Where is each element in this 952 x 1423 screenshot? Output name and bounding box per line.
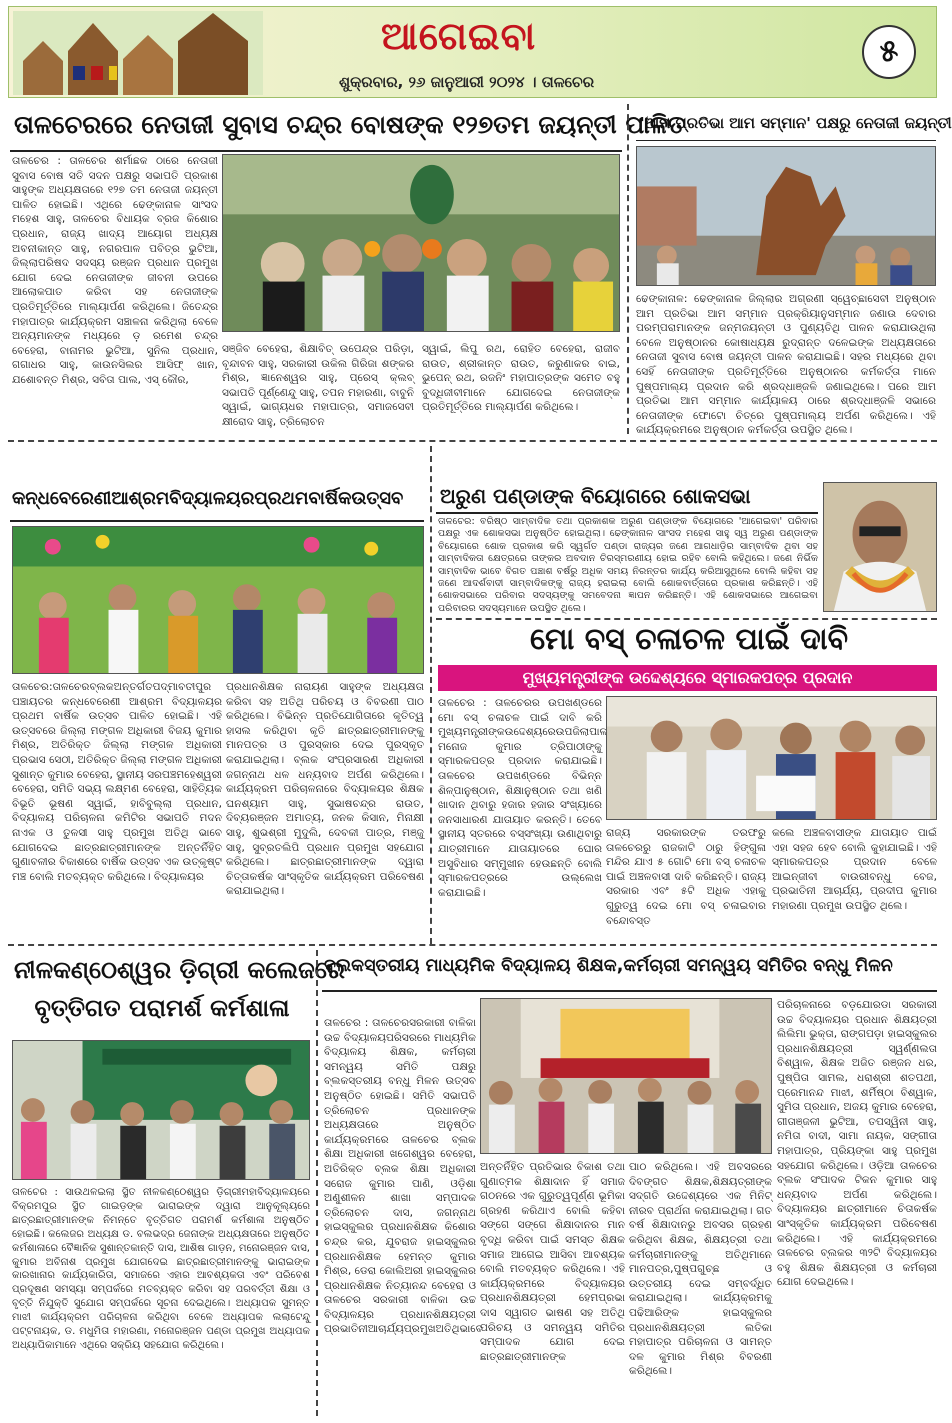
photo-teachers-meet	[480, 998, 772, 1154]
photo-netaji-statue	[636, 146, 936, 286]
photo-career-workshop	[12, 1040, 310, 1180]
netaji-col2: ସଞ୍ଜିବ ବେହେରା, ଶିକ୍ଷାବିତ୍ ଉପେନ୍ଦ୍ର ପରିଡ଼ା, ବୃନ୍ଦାବନ ସାହୁ, ସରକାରୀ ଉକିଲ ଗିରିଜା ଶଙ୍କର ମିଶ୍ର, ଜ୍ଞାନେଶ୍ୱର ସାହୁ, ପ୍ରେସ୍ କ୍ଲବ୍ ସଭାପତି ପୂର୍ଣ୍ଣେନ୍ଦୁ ସାହୁ, ତପନ ମହାରଣା, ବାବୁନି ସ୍ୱାଇଁ, ଭାଗ୍ୟଧର ମହାପାତ୍ର, ସମାଜସେବୀ କ୍ଷୀରୋଦ ସାହୁ, ତ୍ରିଲୋଚନ	[222, 343, 414, 428]
temple-illustration	[13, 11, 263, 95]
mo-bus-col1: ତାଳଚେର : ତାଳଚେରର ଉପଖଣ୍ଡରେ ମୋ ବସ୍ ଚଳାଚଳ ପାଇଁ ଦାବି କରି ମୁଖ୍ୟମନ୍ତ୍ରୀଙ୍କଉଦ୍ଦେଶ୍ୟରେଉପଜିଲାପାଳ ମନୋଜ କୁମାର ତ୍ରିପାଠୀଙ୍କୁ ସ୍ମାରକପତ୍ର ପ୍ରଦାନ କରାଯାଇଛି। ତାଳଚେର ଉପଖଣ୍ଡରେ ବିଭିନ୍ନ ଶିଳ୍ପାନୁଷ୍ଠାନ, ଶିକ୍ଷାନୁଷ୍ଠାନ ତଥା ଖଣି ଖାଦାନ ଥିବାରୁ ହଜାର ହଜାର ସଂଖ୍ୟାରେ ଜନସାଧାରଣ ଯାତାୟାତ କରନ୍ତି। ତେବେ ସ୍ଥାନୀୟ ସ୍ତରରେ ବସ୍ସଂଖ୍ୟା ଉଣାଥିବାରୁ ଯାତ୍ରୀମାନେ ଯାତାୟାତରେ ଘୋର ଅସୁବିଧାର ସମ୍ମୁଖୀନ ହେଉଛନ୍ତି ବୋଲି ସ୍ମାରକପତ୍ରରେ ଉଲ୍ଲେଖ କରାଯାଇଛି।	[438, 697, 608, 899]
column-divider	[627, 104, 629, 434]
kandabereni-col2: ପ୍ରଧାନଶିକ୍ଷକ ନାରାୟଣ ସାହୁଙ୍କ ଅଧ୍ୟକ୍ଷତା କରିବା ସହ ଅତିଥି ପରିଚୟ ଓ ବିବରଣୀ ପାଠ କରିଥିଲେ। ବିଭିନ୍ନ ପ୍ରତିଯୋଗିତାରେ କୃତିତ୍ୱ ହାସଲ କରିଥିବା କୃତି ଛାତ୍ରଛାତ୍ରୀମାନଙ୍କୁ ମାନପତ୍ର ଓ ପୁରସ୍କାର ଦେଇ ପୁରସ୍କୃତ କରାଯାଇଥିଲା। ବ୍ଲକ ସଂପ୍ରସାରଣ ଅଧିକାରୀ ଜଗନ୍ନାଥ ଧଳ ଧନ୍ୟବାଦ ଅର୍ପଣ କରିଥିଲେ। କାର୍ଯ୍ୟକ୍ରମ ପରିଚାଳନାରେ ବିଦ୍ୟାଳୟର ଶିକ୍ଷକ ଘନଶ୍ୟାମ ସାହୁ, ସୁଭାଷଚନ୍ଦ୍ର ରାଉତ, ଦିବ୍ୟରଞ୍ଜନ ଅମାତ୍ୟ, ଜନକ କିସାନ, ମିନାକ୍ଷୀ ସାହୁ, ଶୁଭଶ୍ରୀ ମୁଦୁଲି, ଦେବକୀ ପାତ୍ର, ମଞ୍ଜୁ ସାହୁ, ସୁବ୍ରତଲିପି ପ୍ରଧାନ ପ୍ରମୁଖ ସହଯୋଗ କରିଥିଲେ। ଛାତ୍ରଛାତ୍ରୀମାନଙ୍କ ଦ୍ୱାରା ଚିତ୍ତାକର୍ଷକ ସାଂସ୍କୃତିକ କାର୍ଯ୍ୟକ୍ରମ ପରିବେଷଣ କରାଯାଇଥିଲା।	[226, 681, 424, 898]
headline-nilakantheswar-line2: ବୃତ୍ତିଗତ ପରାମର୍ଶ କର୍ମଶାଳା	[34, 994, 290, 1022]
netaji-col3: ସ୍ୱାଇଁ, ଲିପୁ ରଥ, ରୋହିତ ବେହେରା, ରାଜୀବ ରାଉତ, ଶ୍ରୀକାନ୍ତ ରାଉତ, କରୁଣାକର ବାଇ, ଭୁପେନ୍ ରଥ, ରଜନିଂ ମହାପାତ୍ରଙ୍କ ସମେତ ବହୁ ବୁଦ୍ଧିଜୀବୀମାନେ ଯୋଗଦେଇ ନେତାଜୀଙ୍କ ପ୍ରତିମୂର୍ତ୍ତିରେ ମାଲ୍ୟାର୍ପଣ କରିଥିଲେ।	[422, 343, 620, 414]
divider	[10, 520, 424, 522]
column-divider	[430, 446, 432, 944]
photo-annual-function	[12, 526, 424, 674]
headline-amapratibha: 'ଆମ ପ୍ରତିଭା ଆମ ସମ୍ମାନ' ପକ୍ଷରୁ ନେତାଜୀ ଜୟନ୍ତୀ	[640, 114, 952, 132]
arun-panda-body: ତାଳଚେର: ବରିଷ୍ଠ ସାମ୍ବାଦିକ ତଥା ପ୍ରକାଶକ ଅରୁଣ ପଣ୍ଡାଙ୍କ ବିୟୋଗରେ 'ଆଗେଇବା' ପରିବାର ପକ୍ଷରୁ ଏକ ଶୋକସଭା ଅନୁଷ୍ଠିତ ହୋଇଥିଲା। ଢେଙ୍କାନାଳ ସାଂସଦ ମହେଶ ସାହୁ ସ୍ୱ ଅରୁଣ ପଣ୍ଡାଙ୍କ ବିୟୋଗରେ ଶୋକ ପ୍ରକାଶ କରି ସ୍ୱର୍ଗତ ପଣ୍ଡା ରାଜ୍ୟର ଜଣେ ଆଗଧାଡ଼ିର ସାମ୍ବାଦିକ ଥିବା ସହ ସାମ୍ବାଦିକତା କ୍ଷେତ୍ରରେ ତାଙ୍କର ଅବଦାନ ଚିରସ୍ମରଣୀୟ ହୋଇ ରହିବ ବୋଲି କହିଥିଲେ। ଜଣେ ନିର୍ଭିକ ସାମ୍ବାଦିକ ଭାବେ ବିଗତ ପଞ୍ଚାଶ ବର୍ଷରୁ ଅଧିକ ସମୟ ନିରନ୍ତର କାର୍ଯ୍ୟ କରିଆସୁଥିଲେ ବୋଲି କହିବା ସହ ଜଣେ ଆଦର୍ଶବାଦୀ ସାମ୍ବାଦିକଙ୍କୁ ରାଜ୍ୟ ହରାଇଲା ବୋଲି ଶୋକବାର୍ତ୍ତାରେ ପ୍ରକାଶ କରିଛନ୍ତି। ଏହି ଶୋକସଭାରେ ପରିବାର ସଦସ୍ୟଙ୍କୁ ସମବେଦନା ଜ୍ଞାପନ କରିଛନ୍ତି। ଏହି ଶୋକସଭାରେ ଆଗେଇବା ପରିବାରର ସଦସ୍ୟମାନେ ଉପସ୍ଥିତ ଥିଲେ।	[438, 516, 818, 614]
block-teachers-col4: ପରିଚାଳନାରେ ବଡ଼ଯୋରଡା ସରକାରୀ ଉଚ୍ଚ ବିଦ୍ୟାଳୟର ପ୍ରଧାନ ଶିକ୍ଷୟତ୍ରୀ ଲିଲିମା ଭୁକ୍ତା, ରାଙ୍ଗପଡ଼ା ହାଇସ୍କୁଲର ପ୍ରଧାନଶିକ୍ଷୟତ୍ରୀ ସ୍ୱର୍ଣ୍ଣଲତା ବିଶ୍ୱାଳ, ଶିକ୍ଷକ ଅଜିତ ରଞ୍ଜନ ଧର, ପୁଷ୍ପିତା ସାମଲ, ଧରାଶ୍ରୀ ଶତପଥୀ, ପ୍ରେମାନନ୍ଦ ମାଝୀ, ଶର୍ମିଷ୍ଠା ବିଶ୍ୱାଳ, ସୁମିତା ପ୍ରଧାନ, ଅଜୟ କୁମାର ବେହେରା, ଗୀତାଞ୍ଜଳୀ ଭୁଟିଆ, ତପସ୍ୱିନୀ ସାହୁ, ନମିତା ବାଦୀ, ସାମା ନାୟକ, ସଙ୍ଗୀତା ମହାପାତ୍ର, ପ୍ରିୟଙ୍କା ସାହୁ ପ୍ରମୁଖ ସହଯୋଗ କରିଥିଲେ। ଓଡ଼ିଆ ତାଳଚେର ବ୍ଲକ ସଂପାଦକ ଟିକନ କୁମାର ସାହୁ ଧନ୍ୟବାଦ ଅର୍ପଣ କରିଥିଲେ। ବିଦ୍ୟାଳୟର ଛାତ୍ରୀମାନେ ଚିତାକର୍ଷକ ସାଂସ୍କୃତିକ କାର୍ଯ୍ୟକ୍ରମ ପରିବେଷଣ କରିଥିଲେ। ଏହି କାର୍ଯ୍ୟକ୍ରମରେ ତାଳଚେର ବ୍ଲକର ୩୨ଟି ବିଦ୍ୟାଳୟର ବହୁ ଶିକ୍ଷକ ଶିକ୍ଷୟତ୍ରୀ ଓ କର୍ମଚାରୀ ଯୋଗ ଦେଇଥିଲେ।	[777, 999, 937, 1289]
photo-arun-panda-portrait	[823, 482, 937, 612]
photo-netaji-garlanding	[222, 154, 620, 332]
divider	[322, 990, 937, 992]
block-teachers-col3: ପାଠ କରିଥିଲେ। ଏହି ଅବସରରେ ଦିବଙ୍ଗତ ଶିକ୍ଷକ,ଶିକ୍ଷୟତ୍ରୀଙ୍କ ସଦ୍ଗତି ଉଦ୍ଦେଶ୍ୟରେ ଏକ ମିନିଟ୍ ନୀରବ ପ୍ରାର୍ଥନା କରାଯାଇଥିଲା। ଗତ ବର୍ଷ ଶିକ୍ଷାଦାନରୁ ଅବସର ଗ୍ରହଣ କରିଥିବା ଶିକ୍ଷକ, ଶିକ୍ଷୟତ୍ରୀ ତଥା କର୍ମଚାରୀମାନଙ୍କୁ ଅତିଥିମାନେ ମାନପତ୍ର,ପୁଷ୍ପଗୁଚ୍ଛ ଓ ଉତ୍ତରୀୟ ଦେଇ ସମ୍ବର୍ଦ୍ଧିତ କରାଯାଇଥିଲା। କାର୍ଯ୍ୟକ୍ରମକୁ ପଢିଆରିଙ୍କ ହାଇସ୍କୁଲର ପ୍ରଧାନଶିକ୍ଷୟତ୍ରୀ ଲତିକା ମହାପାତ୍ର ପରିଚାଳନା ଓ ସାମନ୍ତ ଦଳ କୁମାର ମିଶ୍ର ବିବରଣୀ କରିଥିଲେ।	[629, 1161, 772, 1378]
kandabereni-col1: ତାଳଚେର:ତାଳଚେରବ୍ଲକଅନ୍ତର୍ଗତପଦ୍ମାବତୀପୁର ପଞ୍ଚାୟତର କନ୍ଧବେରେଣୀ ଆଶ୍ରମ ବିଦ୍ୟାଳୟର ପ୍ରଥମ ବାର୍ଷିକ ଉତ୍ସବ ପାଳିତ ହୋଇଛି। ଏହି ଉତ୍ସବରେ ଜିଲ୍ଲା ମଙ୍ଗଳ ଅଧିକାରୀ ବିଜୟ କୁମାର ମିଶ୍ର, ଅତିରିକ୍ତ ଜିଲ୍ଲା ମଙ୍ଗଳ ଅଧିକାରୀ ପ୍ରଭାସ ସେଠୀ, ଅତିରିକ୍ତ ଜିଲ୍ଲା ମଙ୍ଗଳ ଅଧିକାରୀ ସୁଶାନ୍ତ କୁମାର ବେହେରା, ସ୍ଥାନୀୟ ସରପଞ୍ଚମହେଶ୍ୱରୀ ବେହେରା, ସମିତି ସଭ୍ୟ ଲକ୍ଷ୍ମଣ ବେହେରା, ସାହିତ୍ୟିକ ବିଭୂତି ଭୂଷଣ ସ୍ୱାଇଁ, ହାବିବୁଲ୍ଲା ପ୍ରଧାନ, ବିଦ୍ୟାଳୟ ପରିଚାଳନା କମିଟିର ସଭାପତି ମଦନ ନାଏକ ଓ ତୁଳସୀ ସାହୁ ପ୍ରମୁଖ ଅତିଥି ଭାବେ ଯୋଗଦେଇ ଛାତ୍ରଛାତ୍ରୀମାନଙ୍କ ଅନ୍ତର୍ନିହିତ ଗୁଣାବଳୀର ବିକାଶରେ ବାର୍ଷିକ ଉତ୍ସବ ଏକ ଉତ୍କୃଷ୍ଟ ମଞ୍ଚ ବୋଲି ମତବ୍ୟକ୍ତ କରିଥିଲେ। ବିଦ୍ୟାଳୟର	[12, 681, 222, 883]
mo-bus-banner: ମୁଖ୍ୟମନ୍ତ୍ରୀଙ୍କ ଉଦ୍ଦେଶ୍ୟରେ ସ୍ମାରକପତ୍ର ପ୍ରଦାନ	[438, 665, 937, 691]
photo-memorandum-submission	[606, 696, 937, 820]
headline-nilakantheswar-line1: ନୀଳକଣ୍ଠେଶ୍ୱର ଡ଼ିଗ୍ରୀ କଲେଜରେ	[14, 956, 345, 984]
nilakantheswar-body: ତାଳଚେର : ସାଉଥଳଇଲା ସ୍ଥିତ ନୀଳକଣ୍ଠେଶ୍ୱର ଡ଼ିଗ୍ରୀମହାବିଦ୍ୟାଳୟରେ ବିକ୍ରମପୁର ସ୍ଥିତ ଗାଇଡ଼ଙ୍କ ଭାରାଇଙ୍କ ଦ୍ୱାରା ଆନୁକୂଲ୍ୟରେ ଛାତ୍ରଛାତ୍ରୀମାନଙ୍କ ନିମନ୍ତେ ବୃତ୍ତିଗତ ପରାମର୍ଶ କର୍ମଶାଳା ଅନୁଷ୍ଠିତ ହୋଇଛି। କଲେଜର ଅଧ୍ୟକ୍ଷ ଡ. ବଲଭଦ୍ର ଜେନାଙ୍କ ଅଧ୍ୟକ୍ଷତାରେ ଅନୁଷ୍ଠିତ କର୍ମଶାଳାରେ ବୈଜ୍ଞାନିକ ସୁଶାନ୍ତକାନ୍ତି ଦାସ, ଆଶିଷ ଗାଡ଼ନ, ମନୋରଞ୍ଜନ ଦାସ, କୁମାର ଅବିନାଶ ପ୍ରମୁଖ ଯୋଗଦେଇ ଛାତ୍ରଛାତ୍ରୀମାନଙ୍କୁ ଭାରାଇଙ୍କ କାରଖାନାର କାର୍ଯ୍ୟକାରିତା, ସମାଜରେ ଏହାର ଆବଶ୍ୟକତା ଏବଂ ପରିବେଶ ପ୍ରଦୂଷଣ ସମସ୍ୟା ସମ୍ପର୍କରେ ମତବ୍ୟକ୍ତ କରିବା ସହ ପରବର୍ତ୍ତୀ ଶିକ୍ଷା ଓ ବୃତ୍ତି ନିଯୁକ୍ତି ସୁଯୋଗ ସମ୍ପର୍କରେ ସୂଚନା ଦେଇଥିଲେ। ଅଧ୍ୟାପକ ସୁମନ୍ତ ମାଝୀ କାର୍ଯ୍ୟକ୍ରମ ପରିଚାଳନା କରିଥିବା ବେଳେ ଅଧ୍ୟାପକ ଲଲାଟେନ୍ଦୁ ପଟ୍ଟନାୟକ, ଡ. ମଧୁମିତା ମହାରଣା, ମନୋରଞ୍ଜନ ପଣ୍ଡା ପ୍ରମୁଖ ଅଧ୍ୟାପକ ଅଧ୍ୟାପିକାମାନେ ଏଥିରେ ସକ୍ରିୟ ସହଯୋଗ କରିଥିଲେ।	[12, 1187, 310, 1351]
masthead	[8, 6, 937, 98]
newspaper-logo: ଆଗେଇବା	[381, 13, 537, 58]
block-teachers-col2: ଅନ୍ତର୍ନିହିତ ପ୍ରତିଭାର ବିକାଶ ତଥା ଗୁଣାତ୍ମକ ଶିକ୍ଷାଦାନ ହିଁ ସମାଜ ଗଠନରେ ଏକ ଗୁରୁତ୍ୱପୂର୍ଣ୍ଣ ଭୂମିକା ଗ୍ରହଣ କରିଥାଏ ବୋଲି କହିବା ସଙ୍ଗେ ସଙ୍ଗେ ଶିକ୍ଷାଦାନର ମାନ ବୃଦ୍ଧି କରିବା ପାଇଁ ସମସ୍ତ ଶିକ୍ଷକ ସମାଜ ଆଗେଇ ଆସିବା ଆବଶ୍ୟକ ବୋଲି ମତବ୍ୟକ୍ତ କରିଥିଲେ। ଏହି କାର୍ଯ୍ୟକ୍ରମରେ ବିଦ୍ୟାଳୟର ପ୍ରଧାନଶିକ୍ଷୟତ୍ରୀ ହେମପ୍ରଭା ଦାସ ସ୍ୱାଗତ ଭାଷଣ ସହ ଅତିଥି ପରିଚୟ ଓ ସମନ୍ୱୟ ସମିତିର ସମ୍ପାଦକ ଯୋଗ ଦେଇ ଛାତ୍ରଛାତ୍ରୀମାନଙ୍କ	[480, 1161, 625, 1363]
mo-bus-col2: ରାଜ୍ୟ ସରକାରଙ୍କ ତରଫରୁ ତାଳଚେରରୁ ରାଜକାଟି ଠାରୁ ହିଙ୍ଗୁଳା ମନ୍ଦିର ଯାଏ ୫ ଗୋଟି ମୋ ବସ୍ ଚଳାଚଳ ପାଇଁ ଅଞ୍ଚଳବାସୀ ଦାବି କରିଛନ୍ତି। ରାଜ୍ୟ ସରକାର ଏବଂ ୫ଟି ଅଧିକ ଏହାକୁ ଗୁରୁତ୍ୱ ଦେଇ ମୋ ବସ୍ ଚଳାଇବାର ବନ୍ଦୋବସ୍ତ	[606, 827, 766, 927]
headline-arun-panda: ଅରୁଣ ପଣ୍ଡାଙ୍କ ବିୟୋଗରେ ଶୋକସଭା	[440, 484, 751, 508]
section-divider	[436, 618, 937, 620]
dateline: ଶୁକ୍ରବାର, ୨୬ ଜାନୁଆରୀ ୨୦୨୪ । ତାଳଚେର	[339, 73, 595, 91]
divider	[636, 140, 936, 141]
divider	[10, 150, 622, 152]
headline-netaji-talcher: ତାଳଚେରରେ ନେତାଜୀ ସୁବାସ ଚନ୍ଦ୍ର ବୋଷଙ୍କ ୧୨୭ତମ ଜୟନ୍ତୀ ପାଳିତ	[14, 110, 686, 139]
column-divider	[316, 950, 318, 1416]
section-divider	[8, 440, 937, 442]
mo-bus-col3: କଲେ ଅଞ୍ଚଳବାସୀଙ୍କ ଯାତାୟାତ ପାଇଁ ଏହା ସହଜ ହେବ ବୋଲି କୁହାଯାଇଛି। ଏହି ସ୍ମାରକପତ୍ର ପ୍ରଦାନ ବେଳେ ଆଇନ୍‌ଜୀବୀ ବାଉରୀବନ୍ଧୁ ବେଜ, ପ୍ରଭାତିନୀ ଆଚାର୍ଯ୍ୟ, ପ୍ରଦୀପ କୁମାର ମହାରଣା ପ୍ରମୁଖ ଉପସ୍ଥିତ ଥିଲେ।	[772, 827, 937, 912]
amapratibha-body: ଢେଙ୍କାନାଳ: ଢେଙ୍କାନାଳ ଜିଲ୍ଲାର ଅଗ୍ରଣୀ ସ୍ୱେଚ୍ଛାସେବୀ ଅନୁଷ୍ଠାନ ଆମ ପ୍ରତିଭା ଆମ ସମ୍ମାନ ପ୍ରକ୍ରିୟାନୁସମ୍ମାନ ଜଣାଉ ଦେବାର ପରମ୍ପରାମାନଙ୍କ ଜନ୍ମଜୟନ୍ତୀ ଓ ପୁଣ୍ୟତିଥି ପାଳନ କରାଯାଉଥିଲା ବେଳେ ଅନୁଷ୍ଠାନର କୋଷାଧ୍ୟକ୍ଷ ରୁଦ୍ରାନ୍ତ ଦଳେଇଙ୍କ ଅଧ୍ୟକ୍ଷତାରେ ନେତାଜୀ ସୁବାସ ବୋଷ ଜୟନ୍ତୀ ପାଳନ କରାଯାଇଛି। ସହର ମଧ୍ୟରେ ଥିବା ସେହିଁ ନେତାଜୀଙ୍କ ପ୍ରତିମୂର୍ତ୍ତିରେ ଅନୁଷ୍ଠାନର କର୍ମକର୍ତ୍ତା ମାନେ ପୁଷ୍ପମାଲ୍ୟ ପ୍ରଦାନ କରି ଶ୍ରଦ୍ଧାଞ୍ଜଳି ଜଣାଇଥିଲେ। ପରେ ଆମ ପ୍ରତିଭା ଆମ ସମ୍ମାନ କାର୍ଯ୍ୟାଳୟ ଠାରେ ଶ୍ରଦ୍ଧାଞ୍ଜଳି ସଭାରେ ନେତାଜୀଙ୍କ ଫୋଟୋ ଚିତ୍ରେ ପୁଷ୍ପମାଲ୍ୟ ଅର୍ପଣ କରିଥିଲେ। ଏହି କାର୍ଯ୍ୟକ୍ରମରେ ଅନୁଷ୍ଠାନ କର୍ମକର୍ତ୍ତା ଉପସ୍ଥିତ ଥିଲେ।	[636, 293, 936, 437]
page-number: ୫	[862, 25, 916, 79]
section-divider	[8, 944, 937, 946]
headline-mo-bus: ମୋ ବସ୍ ଚଳାଚଳ ପାଇଁ ଦାବି	[530, 622, 849, 657]
netaji-col1: ତାଳଚେର : ତାଳଚେର ଶର୍ମାଛକ ଠାରେ ନେତାଜୀ ସୁବାସ ବୋଷ ସତି ସଦନ ପକ୍ଷରୁ ସଭାପତି ପ୍ରକାଶ ସାହୁଙ୍କ ଅଧ୍ୟକ୍ଷତାରେ ୧୨୭ ତମ ନେତାଜୀ ଜୟନ୍ତୀ ପାଳିତ ହୋଇଛି। ଏଥିରେ ଢେଙ୍କାନାଳ ସାଂସଦ ମହେଶ ସାହୁ, ତାଳଚେର ବିଧାୟକ ବ୍ରଜ କିଶୋର ପ୍ରଧାନ, ରାଜ୍ୟ ଖାଦ୍ୟ ଆୟୋଗ ଅଧ୍ୟକ୍ଷ ଅବନୀକାନ୍ତ ସାହୁ, ନଗରପାଳ ପବିତ୍ର ଭୁଟିଆ, ଜିଲ୍ଲାପରିଷଦ ସଦସ୍ୟ ରଞ୍ଜନ ପ୍ରଧାନ ପ୍ରମୁଖ ଯୋଗ ଦେଇ ନେତାଜୀଙ୍କ ଜୀବନୀ ଉପରେ ଆଲୋକପାତ କରିବା ସହ ନେତାଜୀଙ୍କ ପ୍ରତିମୂର୍ତ୍ତିରେ ମାଲ୍ୟାର୍ପଣ କରିଥିଲେ। ଜିତେନ୍ଦ୍ର ମହାପାତ୍ର କାର୍ଯ୍ୟକ୍ରମ ସଞ୍ଚାଳନା କରିଥିଲା ବେଳେ ଅନ୍ୟମାନଙ୍କ ମଧ୍ୟରେ ଡ଼ ରମେଶ ଚନ୍ଦ୍ର ବେହେରା, ବାନାମର ଭୁଟିଆ, ସୁନିଲ ପ୍ରଧାନ, ଗଗାଧର ସାହୁ, କାଉନସିଲର ଆସିଫ୍ ଖାନ, ଯଶୋବନ୍ତ ମିଶ୍ର, ସବିତା ପାଲ, ଏସ୍ କୌର,	[12, 155, 218, 386]
block-teachers-col1: ତାଳଚେର : ତାଳଚେରସରକାରୀ ବାଳିକା ଉଚ୍ଚ ବିଦ୍ୟାଳୟପରିସରରେ ମାଧ୍ୟମିକ ବିଦ୍ୟାଳୟ ଶିକ୍ଷକ, କର୍ମଚାରୀ ସମନ୍ୱୟ ସମିତି ପକ୍ଷରୁ ବ୍ଲକସ୍ତରୀୟ ବନ୍ଧୁ ମିଳନ ଉତ୍ସବ ଅନୁଷ୍ଠିତ ହୋଇଛି। ସମିତି ସଭାପତି ତ୍ରିଲୋଚନ ପ୍ରଧାନଙ୍କ ଅଧ୍ୟକ୍ଷତାରେ ଅନୁଷ୍ଠିତ କାର୍ଯ୍ୟକ୍ରମରେ ତାଳଚେର ବ୍ଲକ ଶିକ୍ଷା ଅଧିକାରୀ ଖଗେଶ୍ୱର ବେହେରା, ଅତିରିକ୍ତ ବ୍ଲକ ଶିକ୍ଷା ଅଧିକାରୀ ସରୋଜ କୁମାର ପାଣି, ଓଡ଼ିଶା ଅଣୁଶୀଳନ ଶାଖା ସମ୍ପାଦକ ତ୍ରିଲୋଚନ ଦାସ, ଜଗନ୍ନାଥ ହାଇସ୍କୁଲର ପ୍ରଧାନଶିକ୍ଷକ କିଶୋର ଚନ୍ଦ୍ର କର, ଯୁବରାଜ ହାଇସ୍କୁଲର ପ୍ରଧାନଶିକ୍ଷକ ହେମନ୍ତ କୁମାର ମିଶ୍ର, ଡେରା କୋଲିଅରୀ ହାଇସ୍କୁଲର ପ୍ରଧାନଶିକ୍ଷକ ନିତ୍ୟାନନ୍ଦ ବେହେରା ଓ ତାଳଚେର ସରକାରୀ ବାଳିକା ଉଚ୍ଚ ବିଦ୍ୟାଳୟର ପ୍ରଧାନଶିକ୍ଷୟତ୍ରୀ ପ୍ରଭାତିନୀଆଚାର୍ଯ୍ୟପ୍ରମୁଖଅତିଥିଭାବେ	[324, 1017, 483, 1336]
headline-block-teachers: ବ୍ଲକସ୍ତରୀୟ ମାଧ୍ୟମିକ ବିଦ୍ୟାଳୟ ଶିକ୍ଷକ,କର୍ମଚାରୀ ସମନ୍ୱୟ ସମିତିର ବନ୍ଧୁ ମିଳନ	[324, 956, 893, 976]
divider	[436, 512, 818, 514]
headline-kandabereni: କନ୍ଧବେରେଣୀଆଶ୍ରମବିଦ୍ୟାଳୟରପ୍ରଥମବାର୍ଷିକଉତ୍ସବ	[12, 488, 404, 509]
